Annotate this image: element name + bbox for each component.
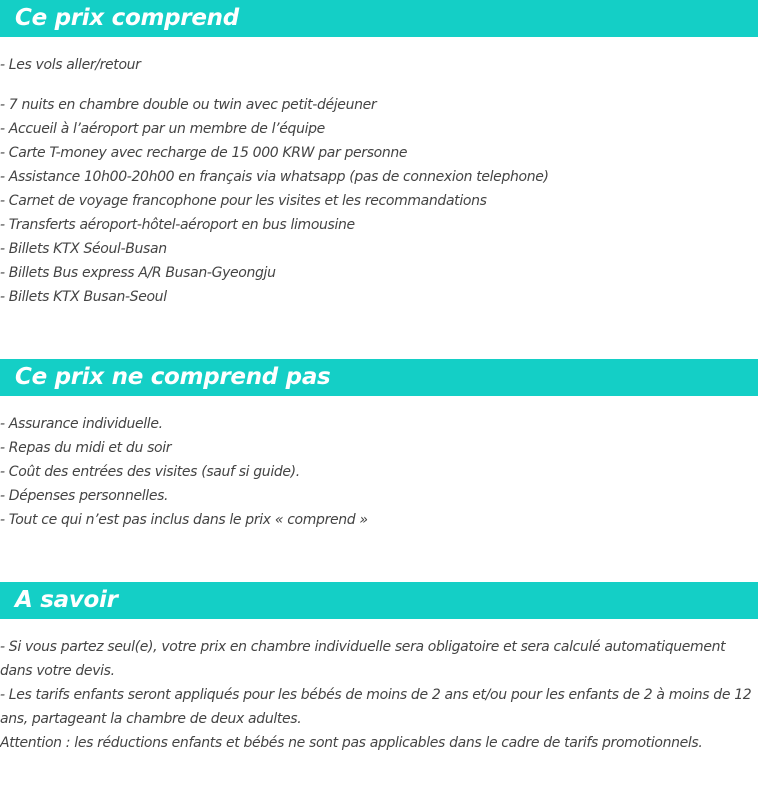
included-item: - Carte T-money avec recharge de 15 000 KRW par personne — [0, 145, 408, 161]
included-item: - Billets KTX Busan-Seoul — [0, 289, 167, 305]
excluded-section-title: Ce prix ne comprend pas — [15, 364, 331, 390]
good-to-know-section-header — [0, 582, 758, 619]
included-section-title: Ce prix comprend — [15, 5, 239, 31]
included-item: - Accueil à l’aéroport par un membre de l’équipe — [0, 121, 325, 137]
included-item: - Transferts aéroport-hôtel-aéroport en bus limousine — [0, 217, 355, 233]
excluded-section-header — [0, 359, 758, 396]
excluded-item: - Assurance individuelle. — [0, 416, 163, 432]
included-item: - Billets KTX Séoul-Busan — [0, 241, 167, 257]
excluded-item: - Coût des entrées des visites (sauf si guide). — [0, 464, 300, 480]
good-to-know-paragraph: - Les tarifs enfants seront appliqués pour les bébés de moins de 2 ans et/ou pour les enfants de 2 à moins de 12 ans, partageant la chambre de deux adultes. — [0, 687, 752, 727]
good-to-know-paragraph: Attention : les réductions enfants et bébés ne sont pas applicables dans le cadre de tarifs promotionnels. — [0, 735, 703, 751]
included-section-header — [0, 0, 758, 37]
included-item: - Carnet de voyage francophone pour les visites et les recommandations — [0, 193, 487, 209]
excluded-item: - Repas du midi et du soir — [0, 440, 172, 456]
included-item: - Assistance 10h00-20h00 en français via whatsapp (pas de connexion telephone) — [0, 169, 549, 185]
good-to-know-section-title: A savoir — [15, 587, 118, 613]
included-item: - Billets Bus express A/R Busan-Gyeongju — [0, 265, 276, 281]
excluded-item: - Dépenses personnelles. — [0, 488, 169, 504]
included-item: - 7 nuits en chambre double ou twin avec petit-déjeuner — [0, 97, 377, 113]
good-to-know-paragraph: - Si vous partez seul(e), votre prix en chambre individuelle sera obligatoire et sera calculé automatiquement dans votre devis. — [0, 639, 726, 679]
included-flights-item: - Les vols aller/retour — [0, 57, 141, 73]
excluded-item: - Tout ce qui n’est pas inclus dans le prix « comprend » — [0, 512, 368, 528]
